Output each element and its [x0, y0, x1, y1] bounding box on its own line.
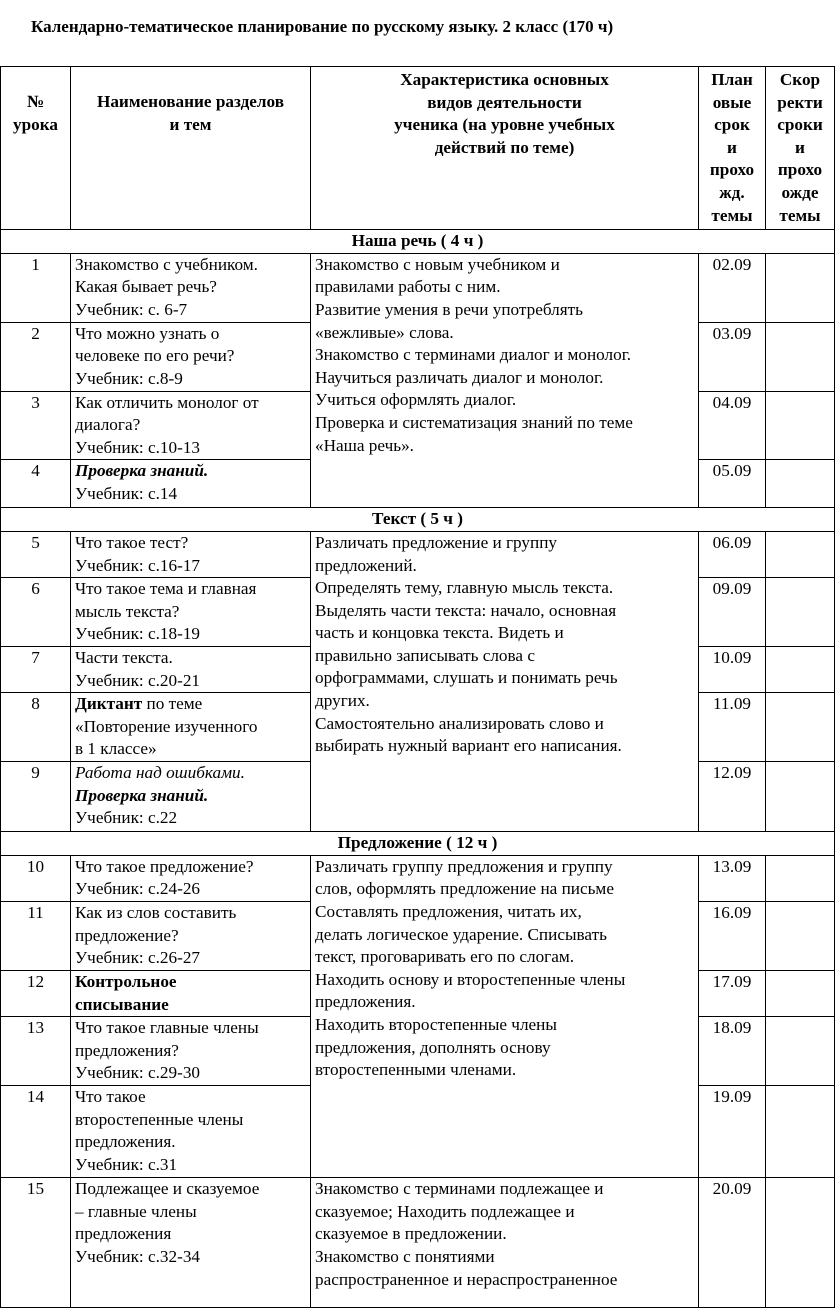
corrected-date: [766, 1017, 835, 1086]
table-row: [1, 1178, 835, 1308]
planned-date: 18.09: [699, 1017, 766, 1086]
lesson-topic: Что такое второстепенные члены предложения. Учебник: с.31: [71, 1086, 311, 1178]
header-activity: Характеристика основных видов деятельности ученика (на уровне учебных действий по теме): [311, 67, 699, 230]
section-row: [1, 508, 835, 532]
lesson-topic: Как из слов составить предложение? Учебник: с.26-27: [71, 902, 311, 971]
corrected-date: [766, 460, 835, 508]
lesson-number: 12: [1, 971, 71, 1017]
section-row: [1, 832, 835, 856]
table-row: [1, 253, 835, 322]
lesson-number: 2: [1, 322, 71, 391]
lesson-number: 7: [1, 647, 71, 693]
lesson-topic: Диктант по теме «Повторение изученного в 1 классе»: [71, 693, 311, 762]
corrected-date: [766, 1086, 835, 1178]
lesson-topic: Что можно узнать о человеке по его речи? Учебник: с.8-9: [71, 322, 311, 391]
lesson-topic: Что такое тест? Учебник: с.16-17: [71, 531, 311, 577]
section-row: [1, 230, 835, 254]
activity-description: Знакомство с терминами подлежащее и сказуемое; Находить подлежащее и сказуемое в предложении. Знакомство с понятиями распространенное и нераспространенное: [311, 1178, 699, 1308]
corrected-date: [766, 322, 835, 391]
planned-date: 06.09: [699, 531, 766, 577]
lesson-number: 6: [1, 578, 71, 647]
lesson-number: 4: [1, 460, 71, 508]
document-title: Календарно-тематическое планирование по русскому языку. 2 класс (170 ч): [31, 17, 614, 36]
corrected-date: [766, 1178, 835, 1308]
corrected-date: [766, 391, 835, 460]
lesson-topic: Части текста. Учебник: с.20-21: [71, 647, 311, 693]
corrected-date: [766, 531, 835, 577]
planned-date: 19.09: [699, 1086, 766, 1178]
header-corrected-date: Скор ректи сроки и прохо ожде темы: [766, 67, 835, 230]
lesson-number: 3: [1, 391, 71, 460]
lesson-number: 8: [1, 693, 71, 762]
lesson-topic: Как отличить монолог от диалога? Учебник: с.10-13: [71, 391, 311, 460]
planned-date: 05.09: [699, 460, 766, 508]
corrected-date: [766, 971, 835, 1017]
corrected-date: [766, 647, 835, 693]
lesson-topic: Контрольное списывание: [71, 971, 311, 1017]
corrected-date: [766, 578, 835, 647]
corrected-date: [766, 902, 835, 971]
lesson-topic: Подлежащее и сказуемое – главные члены предложения Учебник: с.32-34: [71, 1178, 311, 1308]
lesson-number: 9: [1, 762, 71, 832]
planning-table: [0, 66, 835, 1308]
lesson-number: 1: [1, 253, 71, 322]
planned-date: 17.09: [699, 971, 766, 1017]
planned-date: 12.09: [699, 762, 766, 832]
planned-date: 04.09: [699, 391, 766, 460]
lesson-topic: Работа над ошибками. Проверка знаний. Учебник: с.22: [71, 762, 311, 832]
planned-date: 02.09: [699, 253, 766, 322]
header-lesson-number: № урока: [1, 67, 71, 230]
lesson-number: 15: [1, 1178, 71, 1308]
header-planned-date: План овые срок и прохо жд. темы: [699, 67, 766, 230]
section-title: Предложение ( 12 ч ): [1, 832, 835, 856]
lesson-topic: Проверка знаний. Учебник: с.14: [71, 460, 311, 508]
corrected-date: [766, 762, 835, 832]
header-row: [1, 67, 835, 230]
lesson-number: 5: [1, 531, 71, 577]
corrected-date: [766, 855, 835, 901]
planned-date: 11.09: [699, 693, 766, 762]
corrected-date: [766, 693, 835, 762]
activity-description: Различать предложение и группу предложений. Определять тему, главную мысль текста. Выделять части текста: начало, основная часть и концовка текста. Видеть и правильно записывать слова с орфограммами, слушать и понимать речь других. Самостоятельно анализировать слово и выбирать нужный вариант его написания.: [311, 531, 699, 831]
lesson-number: 14: [1, 1086, 71, 1178]
activity-description: Различать группу предложения и группу слов, оформлять предложение на письме Составлять предложения, читать их, делать логическое ударение. Списывать текст, проговаривать его по слогам. Находить основу и второстепенные члены предложения. Находить второстепенные члены предложения, дополнять основу второстепенными членами.: [311, 855, 699, 1177]
planned-date: 13.09: [699, 855, 766, 901]
lesson-number: 13: [1, 1017, 71, 1086]
section-title: Текст ( 5 ч ): [1, 508, 835, 532]
table-row: [1, 531, 835, 577]
planned-date: 09.09: [699, 578, 766, 647]
planned-date: 10.09: [699, 647, 766, 693]
table-row: [1, 855, 835, 901]
lesson-topic: Что такое предложение? Учебник: с.24-26: [71, 855, 311, 901]
planned-date: 16.09: [699, 902, 766, 971]
header-topic: Наименование разделов и тем: [71, 67, 311, 230]
lesson-topic: Что такое тема и главная мысль текста? Учебник: с.18-19: [71, 578, 311, 647]
lesson-topic: Что такое главные члены предложения? Учебник: с.29-30: [71, 1017, 311, 1086]
lesson-number: 11: [1, 902, 71, 971]
activity-description: Знакомство с новым учебником и правилами работы с ним. Развитие умения в речи употреблять «вежливые» слова. Знакомство с терминами диалог и монолог. Научиться различать диалог и монолог. Учиться оформлять диалог. Проверка и систематизация знаний по теме «Наша речь».: [311, 253, 699, 508]
section-title: Наша речь ( 4 ч ): [1, 230, 835, 254]
lesson-number: 10: [1, 855, 71, 901]
lesson-topic: Знакомство с учебником. Какая бывает речь? Учебник: с. 6-7: [71, 253, 311, 322]
corrected-date: [766, 253, 835, 322]
planned-date: 03.09: [699, 322, 766, 391]
planned-date: 20.09: [699, 1178, 766, 1308]
